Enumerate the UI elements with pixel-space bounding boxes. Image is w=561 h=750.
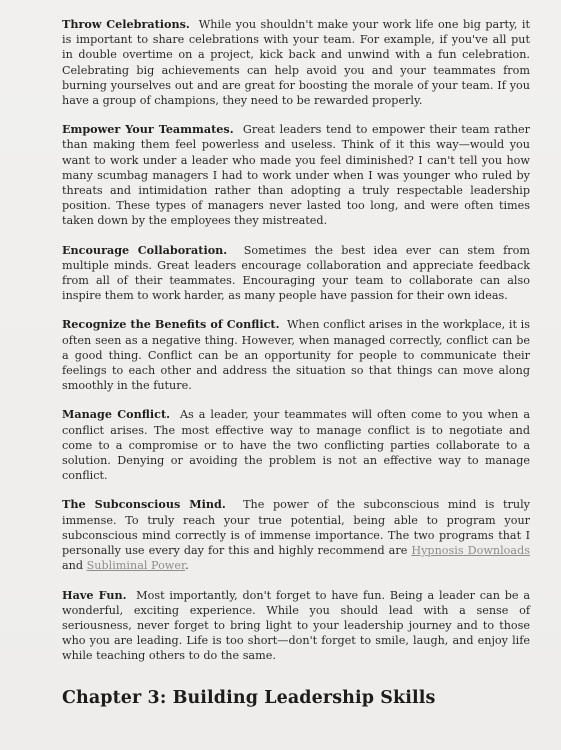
paragraph-subconscious-mind: [62, 497, 530, 573]
paragraph-text: As a leader, your teammates will often come to you when a conflict arises. The most effective way to manage conflict is to negotiate and come to a compromise or to have the two conflicting parties collaborate to a solution. Denying or avoiding the problem is not an effective way to manage conflict.: [62, 408, 530, 483]
paragraph-text: When conflict arises in the workplace, it is often seen as a negative thing. However, when managed correctly, conflict can be a good thing. Conflict can be an opportunity for people to communicate their feelings to each other and address the situation so that things can move along smoothly in the future.: [62, 318, 531, 393]
paragraph-encourage-collaboration: [62, 243, 530, 304]
paragraph-text: The power of the subconscious mind is truly immense. To truly reach your true potential, being able to program your subconscious mind correctly is of immense importance. The two programs that I personally use every day for this and highly recommend are: [62, 498, 530, 558]
paragraph-heading: Encourage Collaboration.: [62, 242, 228, 257]
paragraph-text-end: .: [185, 559, 189, 573]
chapter-heading: Chapter 3: Building Leadership Skills: [62, 687, 436, 708]
paragraph-benefits-of-conflict: [62, 317, 530, 393]
paragraph-text: Most importantly, don't forget to have fun. Being a leader can be a wonderful, exciting experience. While you should lead with a sense of seriousness, never forget to bring light to your leadership journey and to those who you are leading. Life is too short—don't forget to smile, laugh, and enjoy life while teaching others to do the same.: [62, 588, 530, 663]
paragraph-heading: Throw Celebrations.: [62, 17, 190, 31]
paragraph-heading: Manage Conflict.: [62, 407, 171, 422]
paragraph-heading: The Subconscious Mind.: [62, 497, 226, 512]
paragraph-text-connector: and: [62, 559, 84, 573]
paragraph-heading: Recognize the Benefits of Conflict.: [62, 317, 280, 332]
hypnosis-downloads-link[interactable]: Hypnosis Downloads: [411, 544, 530, 558]
paragraph-have-fun: [62, 588, 530, 664]
paragraph-throw-celebrations: [62, 17, 530, 108]
paragraph-text: Great leaders tend to empower their team rather than making them feel powerless and useless. Think of it this way—would you want to work under a leader who made you feel diminished? I can't tell you how many scumbag managers I had to work under when I was younger who ruled by threats and intimidation rather than adopting a truly respectable leadership position. These types of managers never lasted too long, and were often times taken down by the employees they mistreated.: [62, 123, 530, 228]
paragraph-manage-conflict: [62, 407, 530, 483]
paragraph-empower-teammates: [62, 122, 530, 228]
paragraph-heading: Have Fun.: [62, 587, 127, 602]
paragraph-text: While you shouldn't make your work life one big party, it is important to share celebrations with your team. For example, if you've all put in double overtime on a project, kick back and unwind with a fun celebration. Celebrating big achievements can help avoid you and your teammates from burning yourselves out and are great for boosting the morale of your team. If you have a group of champions, they need to be rewarded properly.: [62, 18, 530, 108]
paragraph-heading: Empower Your Teammates.: [62, 122, 234, 137]
paragraph-text: Sometimes the best idea ever can stem from multiple minds. Great leaders encourage collaboration and appreciate feedback from all of their teammates. Encouraging your team to collaborate can also inspire them to work harder, as many people have passion for their own ideas.: [62, 243, 530, 303]
subliminal-power-link[interactable]: Subliminal Power: [86, 559, 186, 573]
